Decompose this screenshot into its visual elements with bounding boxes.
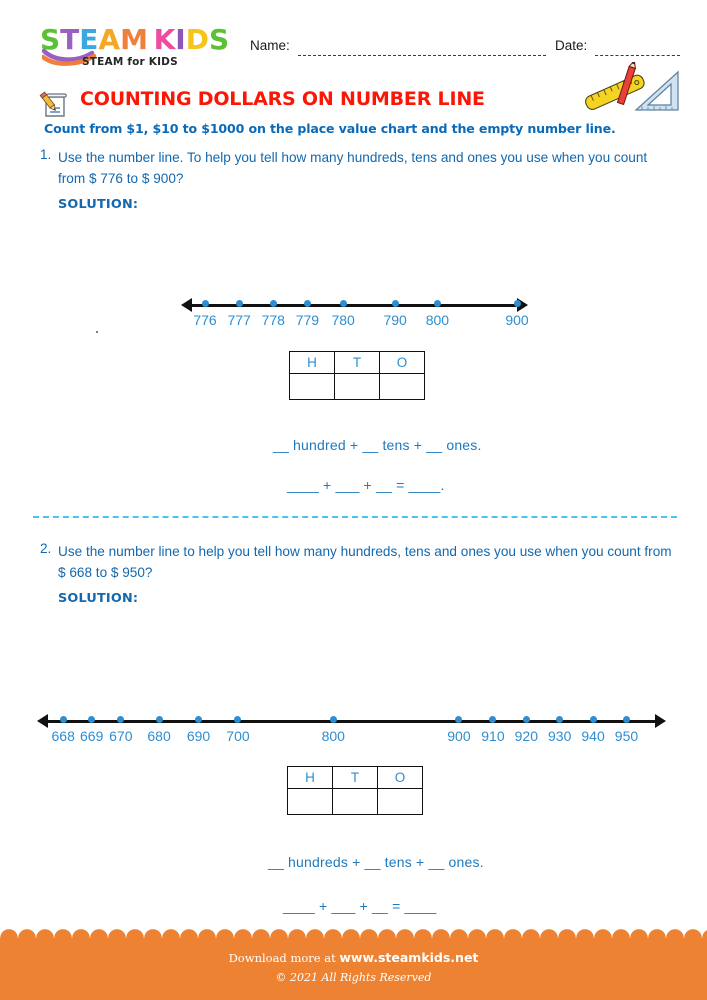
arrow-left-icon <box>181 298 192 312</box>
number-line-tick-dot <box>434 300 441 307</box>
date-label: Date: <box>555 38 588 53</box>
footer-download-prefix: Download more at <box>228 951 340 965</box>
place-value-header-h: H <box>288 767 333 789</box>
number-line-tick-dot <box>340 300 347 307</box>
steam-kids-logo <box>40 23 235 74</box>
number-line-tick-dot <box>304 300 311 307</box>
notepad-pencil-icon <box>38 86 72 120</box>
section-divider <box>33 516 677 518</box>
number-line-tick-label: 920 <box>514 728 538 744</box>
number-line-tick-dot <box>392 300 399 307</box>
place-value-table-2 <box>287 766 423 815</box>
place-value-cell-o[interactable] <box>378 789 423 815</box>
logo-letter-6: I <box>175 23 186 56</box>
number-line-tick-label: 910 <box>481 728 505 744</box>
number-line-tick-label: 940 <box>581 728 605 744</box>
logo-letter-3: A <box>98 23 121 56</box>
logo-letter-0: S <box>40 23 61 56</box>
number-line-tick-dot <box>236 300 243 307</box>
place-value-header-t: T <box>333 767 378 789</box>
question-1-text: Use the number line. To help you tell how many hundreds, tens and ones you use when you count from $ 776 to $ 900? <box>58 150 648 186</box>
place-value-answer-row <box>290 374 425 400</box>
place-value-cell-h[interactable] <box>288 789 333 815</box>
number-line-tick-label: 930 <box>548 728 572 744</box>
number-line-tick-label: 900 <box>505 312 529 328</box>
place-value-header-row <box>288 767 423 789</box>
number-line-tick-dot <box>590 716 597 723</box>
number-line-tick-label: 668 <box>51 728 75 744</box>
number-line-tick-label: 779 <box>295 312 320 328</box>
place-value-header-o: O <box>378 767 423 789</box>
number-line-tick-dot <box>156 716 163 723</box>
place-value-header-t: T <box>335 352 380 374</box>
number-line-tick-dot <box>202 300 209 307</box>
footer-download-text <box>0 950 707 965</box>
number-line-tick-dot <box>514 300 521 307</box>
number-line-tick-dot <box>270 300 277 307</box>
logo-letter-4: M <box>120 23 148 56</box>
name-input-line[interactable] <box>298 55 546 56</box>
place-value-cell-t[interactable] <box>335 374 380 400</box>
question-2-solution-label: SOLUTION: <box>58 591 139 606</box>
place-value-header-row <box>290 352 425 374</box>
logo-letter-5: K <box>153 23 176 56</box>
number-line-tick-label: 778 <box>261 312 285 328</box>
number-line-tick-label: 776 <box>193 312 217 328</box>
footer-copyright: © 2021 All Rights Reserved <box>275 971 432 984</box>
number-line-tick-label: 780 <box>331 312 355 328</box>
number-line-tick-label: 800 <box>321 728 345 744</box>
number-line-tick-label: 690 <box>186 728 211 744</box>
number-line-tick-label: 700 <box>226 728 250 744</box>
question-1-number: 1. <box>40 147 52 162</box>
question-2-answer-line-2[interactable]: ____ + ___ + __ = ____ <box>283 898 437 914</box>
question-2-answer-line-1[interactable]: __ hundreds + __ tens + __ ones. <box>268 854 484 870</box>
place-value-cell-t[interactable] <box>333 789 378 815</box>
page-title: COUNTING DOLLARS ON NUMBER LINE <box>80 88 485 110</box>
place-value-table-1 <box>289 351 425 400</box>
number-line-tick-label: 800 <box>425 312 450 328</box>
arrow-right-icon <box>655 714 666 728</box>
ruler-pencil-triangle-icon <box>578 62 690 122</box>
footer-site-link[interactable]: www.steamkids.net <box>339 950 479 965</box>
name-label: Name: <box>250 38 290 53</box>
arrow-left-icon <box>37 714 48 728</box>
place-value-cell-h[interactable] <box>290 374 335 400</box>
number-line-tick-dot <box>330 716 337 723</box>
question-1-answer-line-2[interactable]: ____ + ___ + __ = ____. <box>287 477 445 493</box>
number-line-tick-label: 680 <box>147 728 171 744</box>
page-subtitle: Count from $1, $10 to $1000 on the place value chart and the empty number line. <box>44 121 616 136</box>
number-line-tick-label: 670 <box>109 728 133 744</box>
question-2-text: Use the number line to help you tell how many hundreds, tens and ones you use when you count from $ 668 to $ 950? <box>58 544 672 580</box>
logo-letter-7: D <box>185 23 209 56</box>
number-line-tick-dot <box>523 716 530 723</box>
place-value-header-h: H <box>290 352 335 374</box>
number-line-2 <box>48 709 655 751</box>
place-value-header-o: O <box>380 352 425 374</box>
footer-scallop-edge <box>0 929 707 947</box>
number-line-tick-label: 900 <box>447 728 471 744</box>
number-line-tick-label: 669 <box>80 728 104 744</box>
question-2-number: 2. <box>40 541 52 556</box>
logo-tagline: STEAM for KIDS <box>82 56 178 68</box>
date-input-line[interactable] <box>595 55 680 56</box>
place-value-cell-o[interactable] <box>380 374 425 400</box>
question-1-answer-line-1[interactable]: __ hundred + __ tens + __ ones. <box>273 437 482 453</box>
place-value-answer-row <box>288 789 423 815</box>
logo-letter-2: E <box>79 23 99 56</box>
logo-letter-1: T <box>60 23 80 56</box>
page-footer <box>0 938 707 1000</box>
number-line-tick-label: 790 <box>383 312 407 328</box>
number-line-tick-label: 950 <box>614 728 639 744</box>
logo-letter-8: S <box>208 23 230 56</box>
number-line-tick-dot <box>60 716 67 723</box>
number-line-axis <box>48 720 655 723</box>
page-artifact-dot <box>96 331 98 333</box>
number-line-tick-label: 777 <box>227 312 251 328</box>
number-line-1 <box>192 293 529 335</box>
question-1-solution-label: SOLUTION: <box>58 197 139 212</box>
name-date-row <box>250 36 680 62</box>
